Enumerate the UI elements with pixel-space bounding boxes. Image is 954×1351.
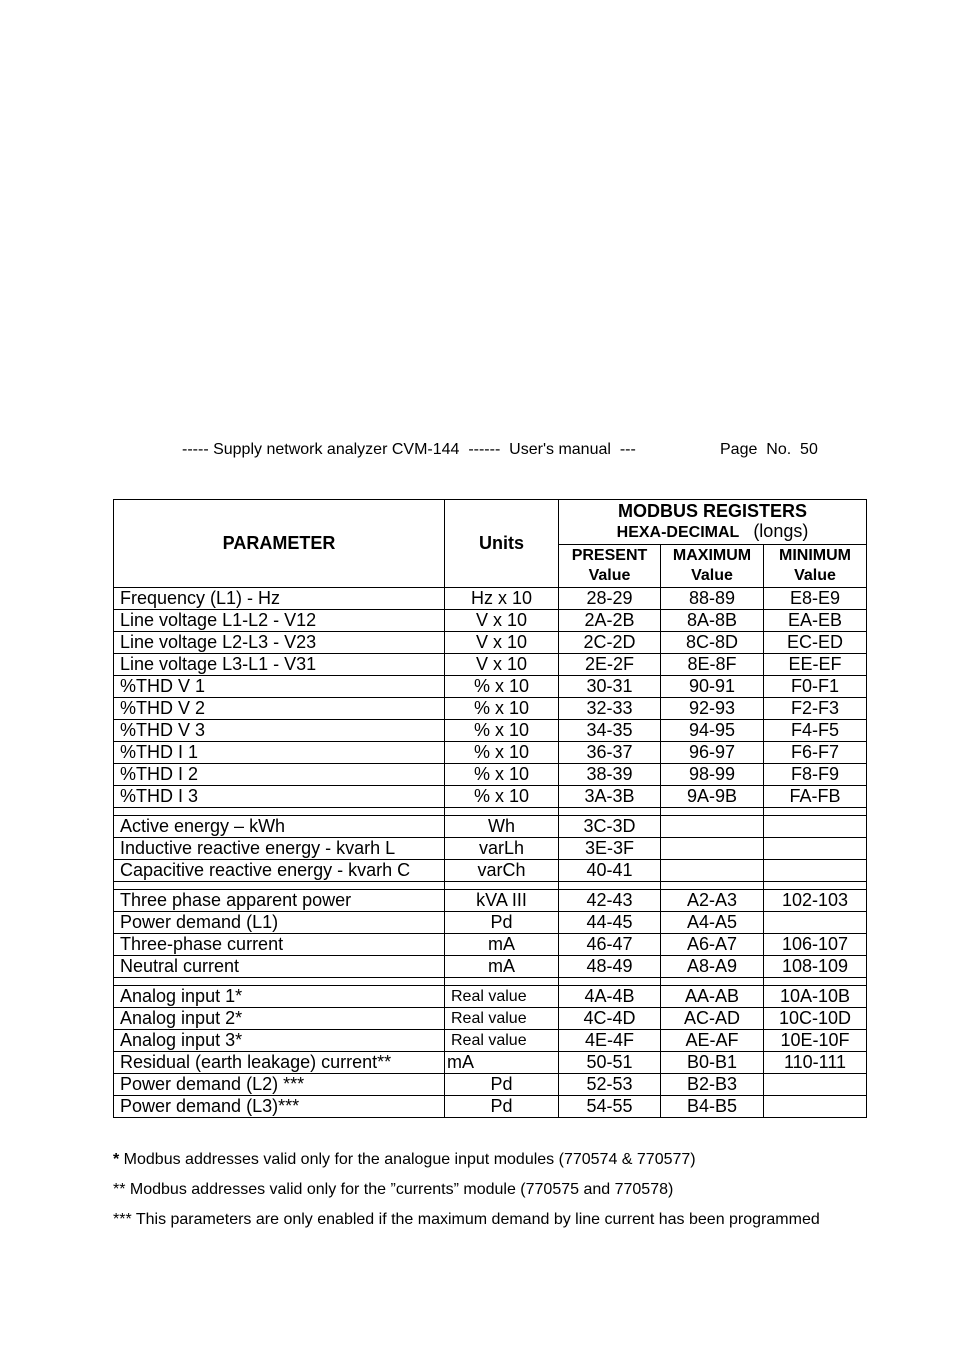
cell-present: 2E-2F [559,654,661,676]
cell-parameter: Active energy – kWh [114,816,445,838]
cell-maximum: B4-B5 [661,1096,764,1118]
cell-minimum: 108-109 [764,956,867,978]
separator-cell [661,978,764,986]
table-row [114,720,867,742]
cell-units: Pd [445,1074,559,1096]
table-row [114,764,867,786]
cell-minimum: 10E-10F [764,1030,867,1052]
separator-cell [661,808,764,816]
cell-parameter: %THD I 3 [114,786,445,808]
cell-minimum: 106-107 [764,934,867,956]
cell-minimum [764,816,867,838]
table-body [114,588,867,1118]
table-row [114,588,867,610]
cell-maximum: 92-93 [661,698,764,720]
cell-minimum: EA-EB [764,610,867,632]
cell-maximum: 88-89 [661,588,764,610]
cell-maximum: A2-A3 [661,890,764,912]
present-line2: Value [588,567,631,584]
cell-maximum: 96-97 [661,742,764,764]
cell-parameter: %THD V 1 [114,676,445,698]
cell-minimum: EE-EF [764,654,867,676]
cell-minimum: 102-103 [764,890,867,912]
cell-minimum: 10A-10B [764,986,867,1008]
separator-cell [445,882,559,890]
cell-units: V x 10 [445,632,559,654]
cell-parameter: Analog input 3* [114,1030,445,1052]
table-row [114,676,867,698]
cell-minimum: F6-F7 [764,742,867,764]
table-row [114,1008,867,1030]
cell-parameter: Capacitive reactive energy - kvarh C [114,860,445,882]
separator-cell [764,882,867,890]
cell-present: 46-47 [559,934,661,956]
cell-present: 40-41 [559,860,661,882]
table-row [114,912,867,934]
cell-maximum: AA-AB [661,986,764,1008]
cell-minimum [764,912,867,934]
cell-present: 48-49 [559,956,661,978]
cell-present: 34-35 [559,720,661,742]
modbus-register-table [113,499,867,1118]
cell-minimum: F8-F9 [764,764,867,786]
cell-units: Pd [445,912,559,934]
cell-minimum [764,860,867,882]
cell-maximum: 8A-8B [661,610,764,632]
cell-minimum: F4-F5 [764,720,867,742]
cell-units: % x 10 [445,676,559,698]
cell-units: varLh [445,838,559,860]
present-line1: PRESENT [571,547,648,564]
footnote-3: *** This parameters are only enabled if the maximum demand by line current has been programmed [113,1211,820,1228]
cell-present: 4C-4D [559,1008,661,1030]
cell-units: mA [445,956,559,978]
table-row [114,860,867,882]
cell-parameter: Residual (earth leakage) current** [114,1052,445,1074]
header-units: Units [445,500,559,588]
separator-cell [114,978,445,986]
cell-present: 36-37 [559,742,661,764]
table-row [114,654,867,676]
header-maximum-value [661,545,764,588]
cell-parameter: %THD I 1 [114,742,445,764]
cell-maximum: A4-A5 [661,912,764,934]
cell-present: 2C-2D [559,632,661,654]
table-row [114,956,867,978]
cell-units: Real value [445,1008,559,1030]
cell-units: Wh [445,816,559,838]
cell-units: V x 10 [445,610,559,632]
table-row [114,742,867,764]
footnotes [113,1150,873,1240]
cell-parameter: Line voltage L1-L2 - V12 [114,610,445,632]
cell-minimum: E8-E9 [764,588,867,610]
cell-parameter: Power demand (L1) [114,912,445,934]
hexa-label: HEXA-DECIMAL [616,524,740,541]
cell-present: 3A-3B [559,786,661,808]
cell-maximum: 90-91 [661,676,764,698]
header-present-value [559,545,661,588]
footnote-1 [113,1150,873,1170]
cell-maximum: A8-A9 [661,956,764,978]
footnote-1-text: Modbus addresses valid only for the analogue input modules (770574 & 770577) [119,1151,696,1168]
cell-present: 54-55 [559,1096,661,1118]
cell-parameter: Three phase apparent power [114,890,445,912]
cell-present: 52-53 [559,1074,661,1096]
table-row [114,890,867,912]
cell-minimum: 10C-10D [764,1008,867,1030]
cell-minimum: EC-ED [764,632,867,654]
cell-parameter: Frequency (L1) - Hz [114,588,445,610]
cell-units: % x 10 [445,720,559,742]
separator-cell [114,808,445,816]
table-row [114,816,867,838]
cell-parameter: %THD V 2 [114,698,445,720]
table-row [114,1074,867,1096]
cell-units: % x 10 [445,764,559,786]
table-row [114,632,867,654]
page-header [182,441,818,459]
header-modbus-registers [559,500,867,545]
separator-cell [445,978,559,986]
header-minimum-value [764,545,867,588]
cell-units: Real value [445,1030,559,1052]
cell-units: kVA III [445,890,559,912]
cell-maximum: A6-A7 [661,934,764,956]
table-row [114,1052,867,1074]
separator-cell [764,808,867,816]
cell-units: Hz x 10 [445,588,559,610]
cell-present: 32-33 [559,698,661,720]
cell-minimum [764,838,867,860]
table-header-row [114,500,867,545]
cell-present: 44-45 [559,912,661,934]
modbus-title: MODBUS REGISTERS [617,501,808,521]
cell-parameter: Power demand (L2) *** [114,1074,445,1096]
minimum-line1: MINIMUM [779,547,851,564]
separator-cell [559,808,661,816]
cell-parameter: Neutral current [114,956,445,978]
separator-cell [445,808,559,816]
cell-parameter: Three-phase current [114,934,445,956]
cell-parameter: Analog input 2* [114,1008,445,1030]
group-separator [114,808,867,816]
cell-present: 4A-4B [559,986,661,1008]
cell-parameter: %THD I 2 [114,764,445,786]
cell-parameter: Line voltage L2-L3 - V23 [114,632,445,654]
table-row [114,698,867,720]
cell-present: 3C-3D [559,816,661,838]
footnote-2: ** Modbus addresses valid only for the ”currents” module (770575 and 770578) [113,1181,674,1198]
maximum-line1: MAXIMUM [672,547,752,564]
table-row [114,1096,867,1118]
modbus-subtitle [559,521,866,543]
cell-parameter: Line voltage L3-L1 - V31 [114,654,445,676]
cell-maximum: 9A-9B [661,786,764,808]
separator-cell [114,882,445,890]
cell-units: mA [445,934,559,956]
table-row [114,786,867,808]
cell-maximum: 8C-8D [661,632,764,654]
cell-minimum [764,1096,867,1118]
cell-units: V x 10 [445,654,559,676]
cell-maximum: 94-95 [661,720,764,742]
group-separator [114,978,867,986]
cell-units: mA [445,1052,559,1074]
cell-present: 50-51 [559,1052,661,1074]
cell-maximum: B2-B3 [661,1074,764,1096]
cell-present: 4E-4F [559,1030,661,1052]
cell-present: 28-29 [559,588,661,610]
cell-units: % x 10 [445,698,559,720]
cell-present: 3E-3F [559,838,661,860]
cell-units: Pd [445,1096,559,1118]
cell-parameter: Inductive reactive energy - kvarh L [114,838,445,860]
cell-minimum: F2-F3 [764,698,867,720]
separator-cell [559,882,661,890]
page-number: Page No. 50 [720,441,818,458]
cell-minimum: 110-111 [764,1052,867,1074]
separator-cell [764,978,867,986]
header-title: ----- Supply network analyzer CVM-144 ------ User's manual --- [182,441,636,458]
cell-minimum [764,1074,867,1096]
longs-label: (longs) [753,521,809,541]
footnote-1-mark: * [113,1151,120,1168]
cell-present: 2A-2B [559,610,661,632]
cell-maximum [661,816,764,838]
group-separator [114,882,867,890]
cell-parameter: Analog input 1* [114,986,445,1008]
table-row [114,610,867,632]
cell-maximum: B0-B1 [661,1052,764,1074]
table-row [114,934,867,956]
cell-parameter: Power demand (L3)*** [114,1096,445,1118]
maximum-line2: Value [691,567,733,584]
cell-units: Real value [445,986,559,1008]
cell-present: 42-43 [559,890,661,912]
cell-units: % x 10 [445,742,559,764]
cell-maximum: AC-AD [661,1008,764,1030]
cell-present: 30-31 [559,676,661,698]
table-row [114,1030,867,1052]
cell-maximum [661,838,764,860]
cell-minimum: FA-FB [764,786,867,808]
minimum-line2: Value [794,567,836,584]
table-row [114,986,867,1008]
separator-cell [559,978,661,986]
cell-present: 38-39 [559,764,661,786]
cell-maximum: 8E-8F [661,654,764,676]
cell-units: varCh [445,860,559,882]
cell-parameter: %THD V 3 [114,720,445,742]
cell-maximum [661,860,764,882]
header-parameter: PARAMETER [114,500,445,588]
cell-maximum: 98-99 [661,764,764,786]
cell-units: % x 10 [445,786,559,808]
cell-minimum: F0-F1 [764,676,867,698]
separator-cell [661,882,764,890]
cell-maximum: AE-AF [661,1030,764,1052]
table-row [114,838,867,860]
